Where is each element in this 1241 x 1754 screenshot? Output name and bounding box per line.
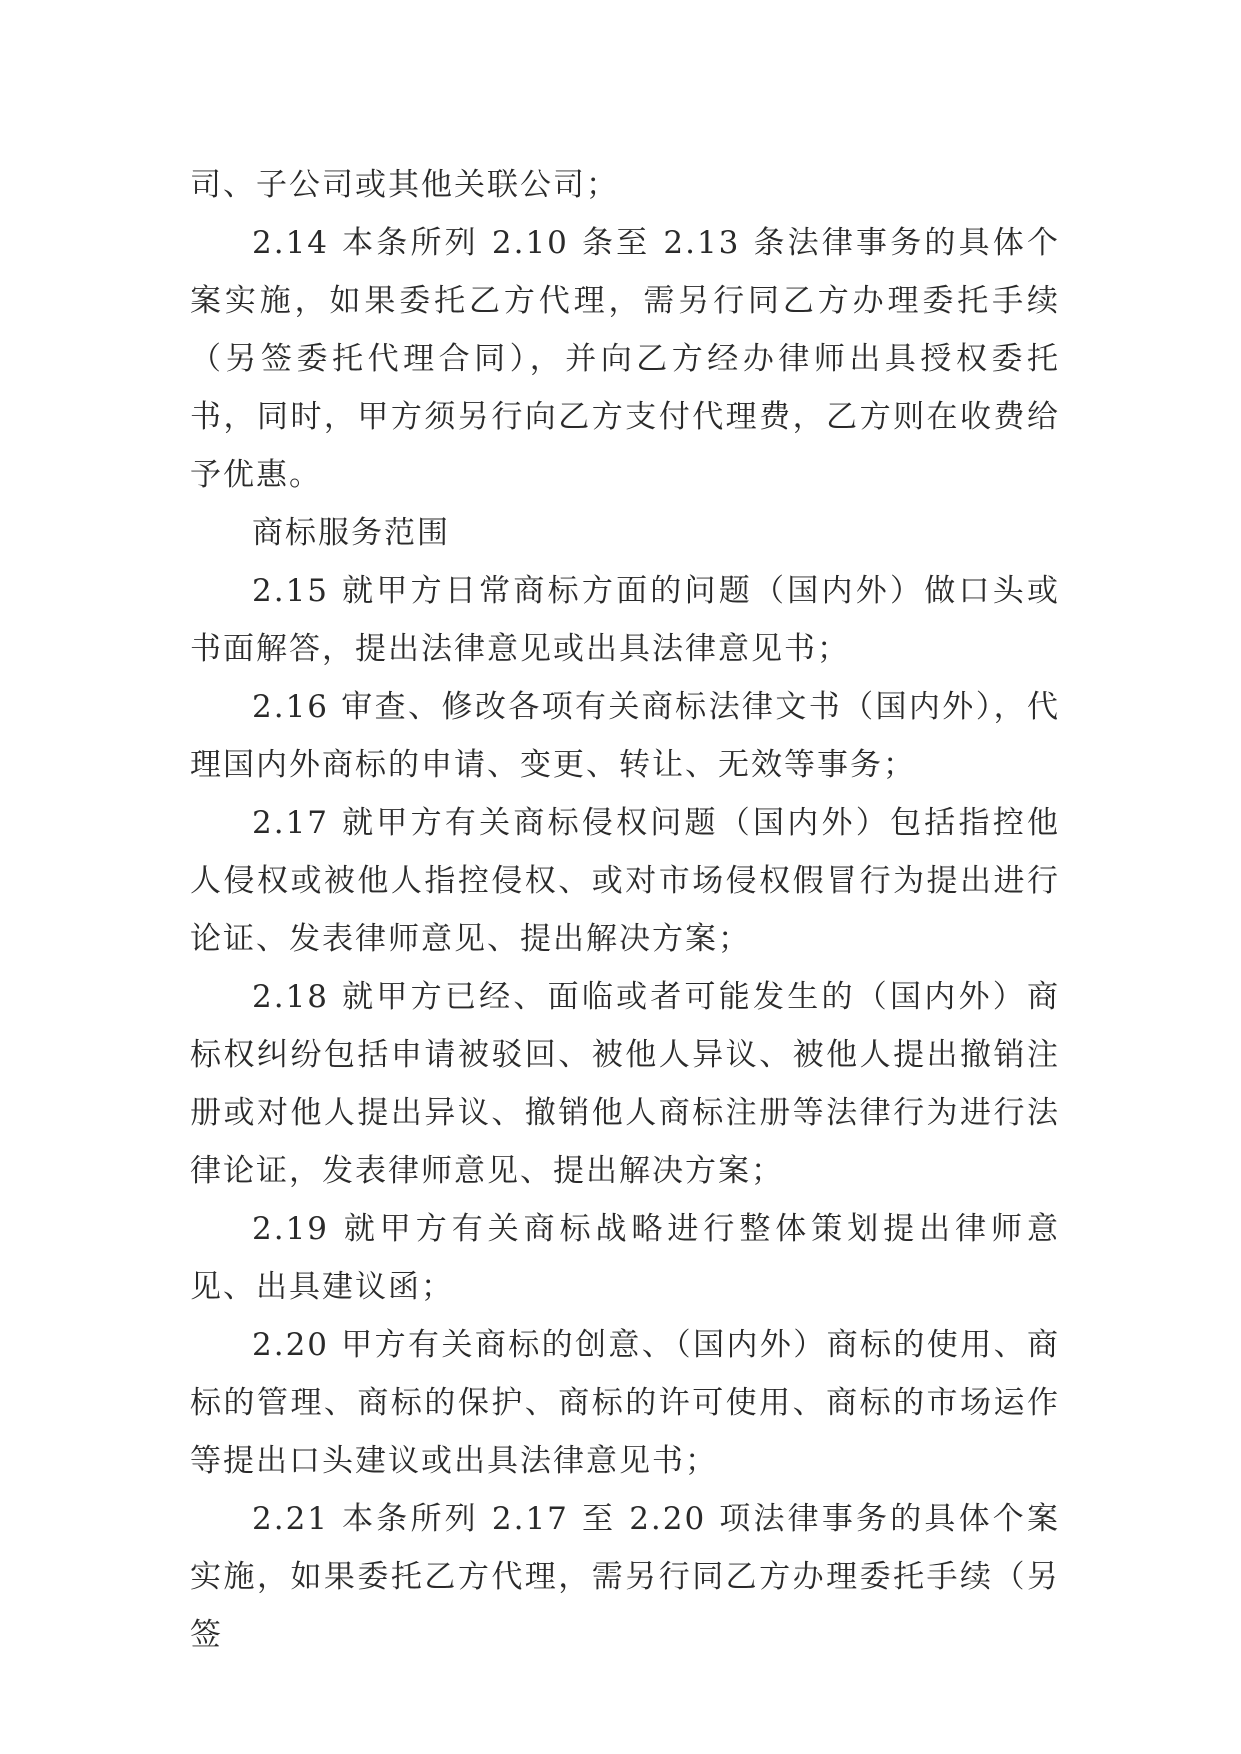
paragraph-clause-2-15: 2.15 就甲方日常商标方面的问题（国内外）做口头或书面解答，提出法律意见或出具法律意见书； <box>190 573 1060 667</box>
document-body <box>190 156 1060 1664</box>
paragraph-clause-2-19: 2.19 就甲方有关商标战略进行整体策划提出律师意见、出具建议函； <box>190 1211 1060 1305</box>
paragraph-continuation: 司、子公司或其他关联公司； <box>190 167 619 203</box>
paragraph-clause-2-17: 2.17 就甲方有关商标侵权问题（国内外）包括指控他人侵权或被他人指控侵权、或对市场侵权假冒行为提出进行论证、发表律师意见、提出解决方案； <box>190 805 1060 957</box>
paragraph-clause-2-16: 2.16 审查、修改各项有关商标法律文书（国内外），代理国内外商标的申请、变更、转让、无效等事务； <box>190 689 1060 783</box>
section-heading-trademark-services: 商标服务范围 <box>252 515 450 551</box>
paragraph-clause-2-18: 2.18 就甲方已经、面临或者可能发生的（国内外）商标权纠纷包括申请被驳回、被他人异议、被他人提出撤销注册或对他人提出异议、撤销他人商标注册等法律行为进行法律论证，发表律师意见、提出解决方案； <box>190 979 1060 1189</box>
paragraph-clause-2-20: 2.20 甲方有关商标的创意、（国内外）商标的使用、商标的管理、商标的保护、商标的许可使用、商标的市场运作等提出口头建议或出具法律意见书； <box>190 1327 1060 1479</box>
paragraph-clause-2-14: 2.14 本条所列 2.10 条至 2.13 条法律事务的具体个案实施，如果委托乙方代理，需另行同乙方办理委托手续（另签委托代理合同），并向乙方经办律师出具授权委托书，同时，甲方须另行向乙方支付代理费，乙方则在收费给予优惠。 <box>190 225 1060 493</box>
paragraph-clause-2-21: 2.21 本条所列 2.17 至 2.20 项法律事务的具体个案实施，如果委托乙方代理，需另行同乙方办理委托手续（另签 <box>190 1501 1060 1653</box>
